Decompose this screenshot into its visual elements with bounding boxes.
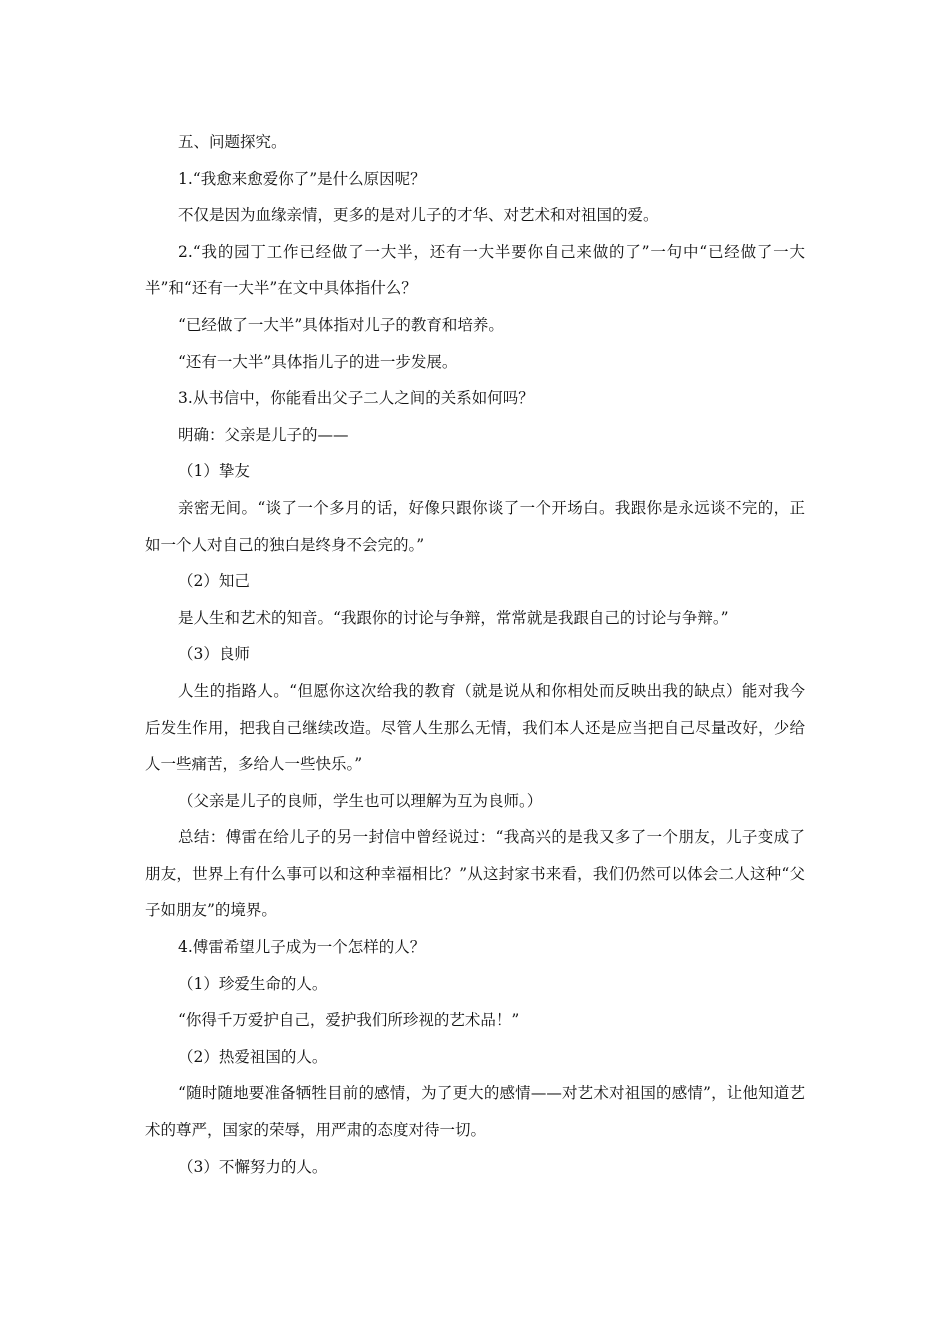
section-heading: 五、问题探究。 (178, 133, 287, 151)
answer-3-intro: 明确：父亲是儿子的—— (178, 425, 349, 444)
mentor-note: （父亲是儿子的良师，学生也可以理解为互为良师。） (178, 791, 543, 810)
point-friend: （1）挚友 (178, 462, 250, 481)
answer-2a: “已经做了一大半”具体指对儿子的教育和培养。 (178, 315, 504, 334)
point-friend-text: 亲密无间。“谈了一个多月的话，好像只跟你谈了一个开场白。我跟你是永远谈不完的，正如一个人对自己的独白是终身不会完的。” (145, 498, 805, 554)
point-cherish-life-quote: “你得千万爱护自己，爱护我们所珍视的艺术品！” (178, 1011, 520, 1030)
point-persevere: （3）不懈努力的人。 (178, 1157, 328, 1176)
answer-1: 不仅是因为血缘亲情，更多的是对儿子的才华、对艺术和对祖国的爱。 (178, 206, 659, 225)
point-love-country: （2）热爱祖国的人。 (178, 1047, 328, 1066)
document-body (145, 124, 805, 1185)
answer-2b: “还有一大半”具体指儿子的进一步发展。 (178, 352, 458, 371)
point-love-country-quote: “随时随地要准备牺牲目前的感情，为了更大的感情——对艺术对祖国的感情”，让他知道艺术的尊严，国家的荣辱，用严肃的态度对待一切。 (145, 1084, 805, 1140)
point-confidant: （2）知己 (178, 572, 250, 591)
point-mentor: （3）良师 (178, 645, 250, 664)
point-confidant-text: 是人生和艺术的知音。“我跟你的讨论与争辩，常常就是我跟自己的讨论与争辩。” (178, 608, 729, 627)
point-mentor-text: 人生的指路人。“但愿你这次给我的教育（就是说从和你相处而反映出我的缺点）能对我今后发生作用，把我自己继续改造。尽管人生那么无情，我们本人还是应当把自己尽量改好，少给人一些痛苦，多给人一些快乐。” (145, 681, 805, 774)
question-2: 2.“我的园丁工作已经做了一大半，还有一大半要你自己来做的了”一句中“已经做了一大半”和“还有一大半”在文中具体指什么？ (145, 242, 805, 298)
question-4: 4.傅雷希望儿子成为一个怎样的人？ (178, 938, 426, 957)
point-cherish-life: （1）珍爱生命的人。 (178, 974, 328, 993)
question-1: 1.“我愈来愈爱你了”是什么原因呢？ (178, 169, 426, 188)
summary: 总结：傅雷在给儿子的另一封信中曾经说过：“我高兴的是我又多了一个朋友，儿子变成了朋友，世界上有什么事可以和这种幸福相比？”从这封家书来看，我们仍然可以体会二人这种“父子如朋友”的境界。 (145, 828, 805, 920)
question-3: 3.从书信中，你能看出父子二人之间的关系如何吗？ (178, 389, 534, 408)
